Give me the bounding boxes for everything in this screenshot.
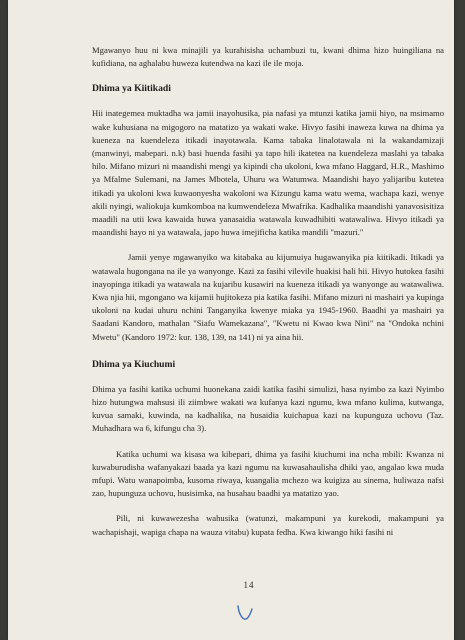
kiuchumi-paragraph-2: Katika uchumi wa kisasa wa kibepari, dhima ya fasihi kiuchumi ina ncha mbili: Kwanza ni kuwaburudisha wafanyakazi baada ya kazi ngumu na kuwasahaulisha dhiki yao, angalao kwa muda mfupi. Watu wanapoimba, kusoma riwaya, kuangalia mchezo wa kuigiza au sinema, huliwaza nafsi zao, hupunguza uchovu, husisimka, na husahau baadhi ya matatizo yao. bbox=[92, 448, 444, 499]
kiuchumi-paragraph-1: Dhima ya fasihi katika uchumi huonekana zaidi katika fasihi simulizi, hasa nyimbo za kazi Nyimbo hizo hutungwa mahsusi ili ziimbwe wakati wa kufanya kazi ngumu, kwa mfano kulima, kutwanga, kuvua samaki, kuwinda, na kadhalika, na husaidia kuichapua kazi na kupunguza uchovu (Taz. Muhadhara wa 6, kifungu cha 3). bbox=[92, 383, 444, 434]
section-heading-kiitikadi: Dhima ya Kiitikadi bbox=[92, 83, 171, 95]
kiuchumi-paragraph-3: Pili, ni kuwawezesha wahusika (watunzi, makampuni ya kurekodi, makampuni ya wachapishaji, wapiga chapa na wauza vitabu) kupata fedha. Kwa kiwango hiki fasihi ni bbox=[92, 513, 444, 537]
pen-checkmark-mark bbox=[236, 603, 254, 623]
document-page bbox=[8, 0, 454, 640]
opening-paragraph: Mgawanyo huu ni kwa minajili ya kurahisisha uchambuzi tu, kwani dhima hizo huingiliana na kufidiana, na aghalabu huweza kutendwa na kazi ile ile moja. bbox=[92, 45, 444, 69]
kiitikadi-paragraph-2: Jamii yenye mgawanyiko wa kitabaka au kijumuiya hugawanyika pia kiitikadi. Itikadi ya watawala hugongana na ile ya wanyonge. Kazi za fasihi vilevile huakisi hali hii. Hivyo hutokea fasihi inayopinga itikadi ya watawala na kujaribu kusawiri na kueneza itikadi ya wanyonge au watawaliwa. Kwa njia hii, mgongano wa kijamii hujitokeza pia katika fasihi. Mifano mizuri ni mashairi ya kupinga ukoloni na kudai uhuru nchini Tanganyika kwenye miaka ya 1945-1960. Baadhi ya mashairi ya Saadani Kandoro, mathalan "Siafu Wamekazana", "Kwetu ni Kwao kwa Nini" na "Ondoka nchini Mwetu" (Kandoro 1972: kur. 138, 139, na 141) ni ya aina hii. bbox=[92, 252, 444, 342]
page-number: 14 bbox=[243, 580, 255, 590]
section-heading-kiuchumi: Dhima ya Kiuchumi bbox=[92, 358, 176, 370]
kiitikadi-paragraph-1: Hii inategemea muktadha wa jamii inayohusika, pia nafasi ya mtunzi katika jamii hiyo, na msimamo wake kuhusiana na migogoro na matatizo ya wakati wake. Hivyo fasihi inaweza kuwa na dhima ya kueneza na kuendeleza itikadi inayotawala. Kama tabaka linalotawala ni la wakandamizaji (manwinyi, mabepari. n.k) basi huenda fasihi ya tapo hili ikatetea na kuendeleza maslahi ya tabaka hilo. Mifano mizuri ni maandishi mengi ya kipindi cha ukoloni, kwa mfano Haggard, H.R., Mashimo ya Mfalme Sulemani, na James Mbotela, Uhuru wa Watumwa. Maandishi hayo yalijaribu kutetea itikadi ya ukoloni kwa kuwaonyesha wakoloni wa Kizungu kama watu wema, wachapa kazi, wenye akili nyingi, waliokuja kumkomboa na kumwendeleza Mwafrika. Kadhalika maandishi yanavosisitiza maadili na utii kwa kawaida huwa yanasaidia watawala kuwadhibiti watawaliwa. Hivyo itikadi ya maandishi hayo ni ya watawala, japo huwa imejificha katika mandili "mazuri." bbox=[92, 108, 444, 238]
page-body bbox=[92, 44, 444, 539]
